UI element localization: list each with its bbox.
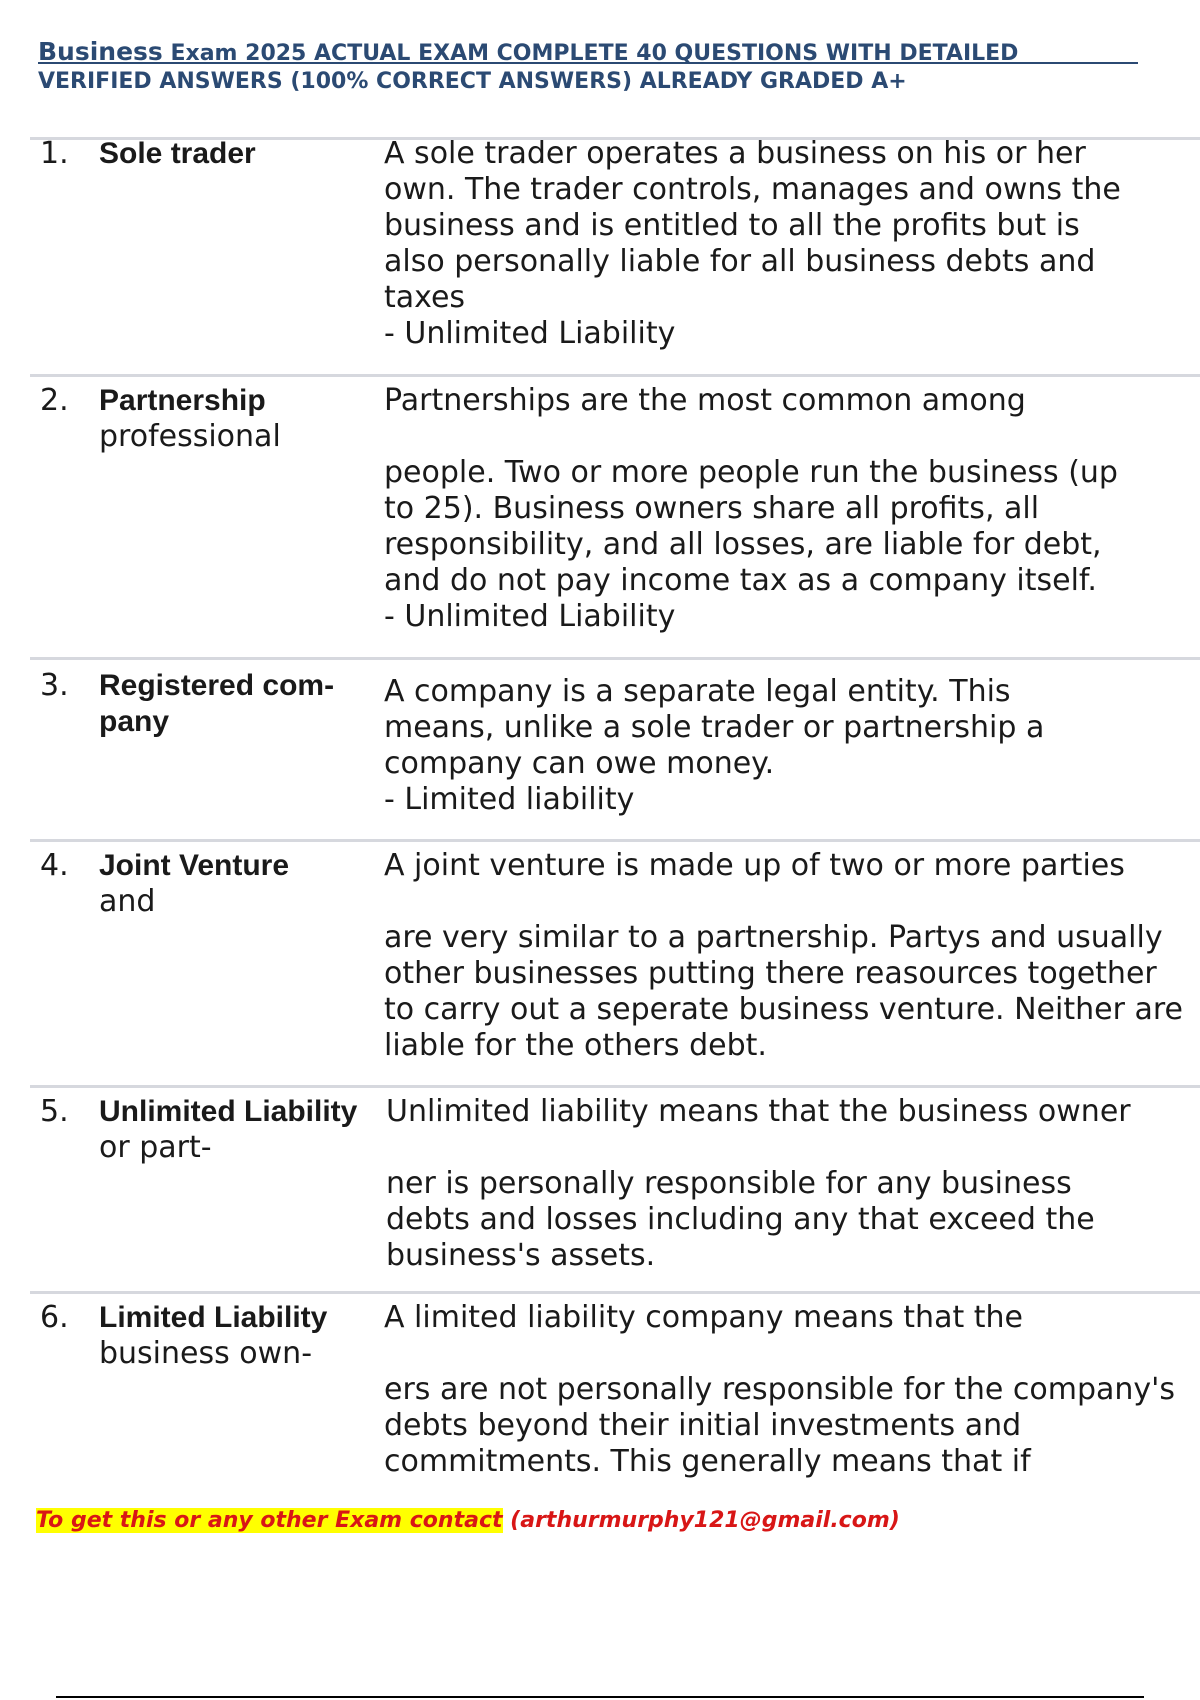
term-text: Partnership (99, 384, 266, 417)
item-term (99, 1300, 379, 1372)
definition-liability: - Unlimited Liability (384, 599, 676, 634)
item-number: 3. (40, 668, 69, 703)
definition-first-line: A limited liability company means that the (384, 1300, 1023, 1335)
item-number: 1. (40, 136, 69, 171)
item-definition (384, 674, 1200, 818)
definition-liability: - Limited liability (384, 782, 635, 817)
item-number: 2. (40, 383, 69, 418)
item-number: 6. (40, 1300, 69, 1335)
definition-text: people. Two or more people run the business (up to 25). Business owners share all profits, all responsibility, and all losses, are liable for debt, and do not pay income tax as a company itself. (384, 455, 1118, 598)
term-continuation: business own- (99, 1336, 313, 1371)
definition-text: ner is personally responsible for any business debts and losses including any that exceed the business's assets. (386, 1166, 1095, 1273)
item-term (99, 668, 349, 740)
definition-liability: - Unlimited Liability (384, 316, 676, 351)
contact-highlight-text: To get this or any other Exam contact (36, 1508, 503, 1533)
term-text: Sole trader (99, 137, 256, 170)
qa-item (30, 657, 1200, 840)
item-number: 5. (40, 1094, 69, 1129)
qa-item (30, 374, 1200, 657)
contact-email[interactable]: (arthurmurphy121@gmail.com) (502, 1508, 900, 1533)
term-text: Limited Liability (99, 1301, 328, 1334)
definition-first-line: Partnerships are the most common among (384, 383, 1026, 418)
definition-text: ers are not personally responsible for the company's debts beyond their initial investments and commitments. This generally means that if (384, 1372, 1176, 1479)
definition-text: are very similar to a partnership. Partys and usually other businesses putting there reasources together to carry out a seperate business venture. Neither are liable for the others debt. (384, 920, 1183, 1063)
item-definition (386, 1094, 1200, 1274)
qa-item (30, 839, 1200, 1087)
term-text: Registered com- pany (99, 669, 335, 738)
term-continuation: and (99, 884, 156, 919)
qa-item (30, 1085, 1200, 1293)
term-continuation: or part- (99, 1130, 212, 1165)
definition-text: A sole trader operates a business on his or her own. The trader controls, manages and owns the business and is entitled to all the profits but is also personally liable for all business debts and taxes (384, 136, 1121, 315)
header-title-rest: Exam 2025 ACTUAL EXAM COMPLETE 40 QUESTIONS WITH DETAILED (162, 41, 1019, 64)
document-header (38, 36, 1138, 98)
definition-first-line: Unlimited liability means that the business owner (386, 1094, 1131, 1129)
item-term (99, 136, 379, 172)
item-term (99, 848, 379, 920)
item-term (99, 1094, 379, 1166)
term-text: Joint Venture (99, 849, 290, 882)
qa-item (30, 1291, 1200, 1504)
item-definition (384, 383, 1200, 635)
definition-first-line: A joint venture is made up of two or more parties (384, 848, 1125, 883)
definition-text: A company is a separate legal entity. This means, unlike a sole trader or partnership a company can owe money. (384, 674, 1045, 781)
qa-item (30, 137, 1200, 362)
term-continuation: professional (99, 419, 281, 454)
item-definition (384, 1300, 1200, 1480)
item-definition (384, 848, 1200, 1064)
page-bottom-divider (56, 1696, 1144, 1698)
term-text: Unlimited Liability (99, 1095, 358, 1128)
item-definition (384, 136, 1200, 352)
item-number: 4. (40, 848, 69, 883)
item-term (99, 383, 379, 455)
header-title-line1 (38, 36, 1138, 64)
header-title-line2: VERIFIED ANSWERS (100% CORRECT ANSWERS) ALREADY GRADED A+ (38, 69, 907, 94)
header-title-word: Business (38, 37, 163, 64)
contact-notice (36, 1508, 900, 1533)
